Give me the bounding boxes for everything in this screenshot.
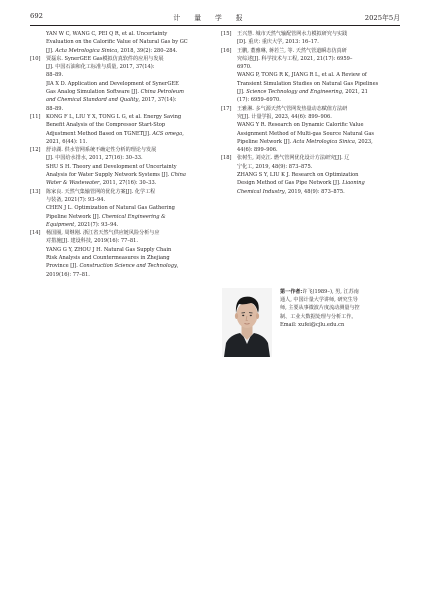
reference-text: Acta Metrologica Sinica	[292, 138, 355, 145]
author-bio-line	[280, 321, 400, 329]
reference-line	[237, 154, 400, 162]
reference-line	[46, 96, 209, 104]
reference-line	[46, 105, 209, 113]
reference-line	[237, 130, 400, 138]
reference-text: Liaoning	[342, 180, 365, 187]
reference-text: , 2021(7): 93–94.	[74, 221, 119, 228]
reference-line	[237, 80, 400, 88]
reference-text: [J].	[46, 47, 56, 54]
reference-line	[46, 196, 209, 204]
reference-line	[237, 63, 400, 71]
reference-line	[46, 63, 209, 71]
page-number: 692	[30, 12, 43, 20]
reference-text: Chemical Engineering &	[101, 213, 166, 220]
reference-text: Pipeline Network [J].	[237, 138, 293, 145]
reference-line	[46, 55, 209, 63]
reference-text: 陈家良. 天然气集输管网的优化方案[J]. 化学工程	[46, 188, 156, 195]
references-left-column	[30, 30, 209, 279]
reference-line	[46, 138, 209, 146]
author-bio-text: 通人, 中国计量大学讲师, 研究生导	[280, 297, 358, 304]
reference-text: 44(6): 899–906.	[237, 147, 278, 154]
reference-entry	[30, 113, 209, 146]
reference-text: 王鹏, 董雅琳, 蒋若兰, 等. 天然气管道瞬态仿真研	[237, 47, 347, 54]
reference-line	[237, 88, 400, 96]
reference-line	[46, 246, 209, 254]
reference-text: Gas Analog Simulation Software [J].	[46, 89, 141, 96]
reference-text: Equipment	[46, 221, 75, 228]
reference-line	[46, 204, 209, 212]
reference-line	[46, 254, 209, 262]
reference-number: [18]	[221, 155, 232, 162]
reference-number: [15]	[221, 31, 232, 37]
reference-text: , 2021, 21	[341, 89, 368, 96]
reference-text: 王兴慧. 城市天然气输配管网水力模拟研究与实践	[237, 31, 348, 37]
reference-text: 对措施[J]. 建设科技, 2019(16): 77–81.	[46, 238, 139, 245]
reference-text: 究综述[J]. 科学技术与工程, 2021, 21(17): 6959–	[237, 55, 353, 62]
reference-line	[46, 213, 209, 221]
reference-number: [10]	[30, 55, 41, 62]
reference-entry	[30, 55, 209, 113]
reference-line	[46, 171, 209, 179]
reference-line	[46, 229, 209, 237]
author-bio-line	[280, 304, 400, 312]
author-bio-text: Email: xufei@cjlu.edu.cn	[280, 321, 345, 328]
reference-line	[237, 38, 400, 46]
reference-text: China Petroleum	[140, 89, 184, 96]
reference-number: [14]	[30, 230, 41, 237]
reference-line	[46, 221, 209, 229]
reference-text: Construction Science and Technology	[79, 263, 177, 270]
reference-line	[46, 30, 209, 38]
reference-text: 张树生, 刘克江. 燃气管网优化设计方法研究[J]. 辽	[237, 155, 350, 162]
reference-text: [J]. 中国给水排水, 2011, 27(16): 30–33.	[46, 155, 143, 162]
reference-number: [13]	[30, 188, 41, 195]
reference-text: Risk Analysis and Countermeasures in Zhejiang	[46, 255, 170, 262]
reference-line	[237, 163, 400, 171]
issue-date: 2025年5月	[364, 14, 400, 22]
references-right-column	[221, 30, 400, 196]
reference-text: YANG G Y, ZHOU J H. Natural Gas Supply Chain	[46, 246, 172, 253]
reference-text: 88–89.	[46, 72, 64, 79]
reference-text: , 2017, 37(14):	[138, 97, 177, 104]
reference-number: [17]	[221, 105, 232, 112]
reference-line	[46, 188, 209, 196]
reference-text: (17): 6959–6970.	[237, 97, 281, 104]
reference-text: , 2023,	[354, 138, 373, 145]
reference-line	[237, 121, 400, 129]
reference-line	[46, 47, 209, 55]
reference-text: China	[170, 172, 186, 179]
reference-text: 2019(16): 77–81.	[46, 271, 90, 278]
reference-line	[237, 55, 400, 63]
reference-text: JIA X D. Application and Development of SynerGEE	[46, 80, 179, 87]
reference-text: and Chemical Standard and Quality	[46, 97, 139, 104]
reference-entry	[221, 105, 400, 155]
reference-text: Benefit Analysis of the Compressor Start-Stop	[46, 122, 166, 129]
reference-entry	[30, 229, 209, 279]
reference-line	[237, 113, 400, 121]
reference-entry	[221, 154, 400, 195]
reference-text: 6970.	[237, 64, 252, 71]
reference-line	[237, 171, 400, 179]
reference-text: 2021, 6(44): 11.	[46, 138, 88, 145]
reference-line	[46, 179, 209, 187]
reference-number: [11]	[30, 113, 41, 120]
reference-line	[46, 146, 209, 154]
reference-text: SHU S H. Theory and Development of Uncertainty	[46, 163, 177, 170]
reference-text: CHEN J L. Optimization of Natural Gas Gathering	[46, 205, 175, 212]
reference-entry	[30, 188, 209, 229]
journal-title: 计量学报	[173, 14, 257, 22]
author-bio	[280, 288, 400, 329]
reference-line	[46, 121, 209, 129]
reference-text: 舒诗湖. 供水管网系统不确定性分析的理论与发展	[46, 147, 157, 154]
author-bio-line	[280, 288, 400, 296]
reference-entry	[30, 30, 209, 55]
reference-text: Science Technology and Engineering	[246, 89, 342, 96]
reference-text: [J]. 中国石油和化工标准与质量, 2017, 37(14):	[46, 64, 155, 71]
reference-line	[237, 30, 400, 38]
reference-text: Evaluation on the Calorific Value of Natural Gas by GC	[46, 39, 188, 46]
author-portrait-image	[222, 288, 272, 357]
reference-text: ZHANG S Y, LIU K J. Research on Optimization	[237, 172, 359, 179]
reference-line	[46, 113, 209, 121]
reference-text: 宁化工, 2019, 48(9): 873–875.	[237, 163, 313, 170]
reference-text: Transient Simulation Studies on Natural Gas Pipelines	[237, 80, 379, 87]
reference-text: Assignment Method of Multi-gas Source Natural Gas	[237, 130, 375, 137]
reference-line	[237, 146, 400, 154]
reference-entry	[221, 47, 400, 105]
reference-line	[237, 188, 400, 196]
reference-entry	[30, 146, 209, 187]
reference-line	[46, 154, 209, 162]
reference-text: Design Method of Gas Pipe Network [J].	[237, 180, 343, 187]
reference-line	[237, 138, 400, 146]
reference-text: [D]. 重庆: 重庆大学, 2013: 16–17.	[237, 39, 319, 46]
reference-text: ACS omega	[152, 130, 183, 137]
reference-text: Province [J].	[46, 263, 80, 270]
reference-line	[46, 88, 209, 96]
reference-line	[237, 71, 400, 79]
reference-line	[237, 96, 400, 104]
reference-text: Pipeline Network [J].	[46, 213, 102, 220]
reference-text: ,	[182, 130, 184, 137]
reference-text: YAN W C, WANG C, PEI Q R, et al. Uncertainty	[46, 31, 168, 37]
reference-text: Adjustment Method Based on TGNET[J].	[46, 130, 153, 137]
reference-text: Analysis for Water Supply Network Systems [J].	[46, 172, 171, 179]
reference-text: 与装备, 2021(7): 93–94.	[46, 196, 106, 203]
reference-text: 杨国圈, 周继刚. 浙江省天然气供应链风险分析与应	[46, 230, 160, 237]
header-rule	[30, 25, 400, 26]
reference-number: [16]	[221, 47, 232, 54]
reference-line	[237, 179, 400, 187]
reference-text: ,	[176, 263, 179, 270]
reference-text: Acta Metrologica Sinica	[55, 47, 118, 54]
reference-text: , 2018, 39(2): 280–284.	[117, 47, 178, 54]
reference-text: , 2011, 27(16): 30–33.	[99, 180, 157, 187]
reference-text: 贾磊东. SynerGEE Gas模拟仿真软件的应用与发展	[46, 55, 164, 62]
reference-line	[46, 130, 209, 138]
author-bio-label: 第一作者:	[280, 289, 303, 295]
reference-line	[46, 80, 209, 88]
reference-text: WANG Y R. Research on Dynamic Calorific Value	[237, 122, 364, 129]
reference-text: 王雅淋. 多气源天然气管网发热量动态赋值方法研	[237, 105, 348, 112]
reference-line	[237, 47, 400, 55]
running-header	[30, 12, 400, 24]
reference-text: KONG F L, LIU Y X, TONG L G, et al. Energy Saving	[46, 113, 182, 120]
reference-line	[46, 237, 209, 245]
reference-text: 究[J]. 计量学报, 2023, 44(6): 899–906.	[237, 113, 332, 120]
reference-text: WANG P, TONG R K, JIANG R L, et al. A Review of	[237, 72, 367, 79]
author-bio-text: 许飞(1989–), 男, 江苏南	[302, 289, 359, 295]
reference-line	[46, 38, 209, 46]
reference-text: Water & Wastewater	[46, 180, 100, 187]
reference-line	[46, 71, 209, 79]
reference-text: , 2019, 48(9): 873–875.	[284, 188, 345, 195]
reference-line	[46, 262, 209, 270]
author-bio-line	[280, 313, 400, 321]
reference-text: 88–89.	[46, 105, 64, 112]
reference-line	[46, 163, 209, 171]
author-bio-text: 师, 主要从事微波片度流动测量与控	[280, 305, 360, 312]
author-bio-line	[280, 296, 400, 304]
author-photo	[222, 288, 272, 357]
reference-text: Chemical Industry	[237, 188, 285, 195]
reference-number: [12]	[30, 147, 41, 154]
reference-entry	[221, 30, 400, 47]
reference-text: [J].	[237, 89, 247, 96]
author-bio-text: 制、工业大数据处理与分析工作。	[280, 313, 357, 320]
reference-line	[46, 271, 209, 279]
reference-line	[237, 105, 400, 113]
